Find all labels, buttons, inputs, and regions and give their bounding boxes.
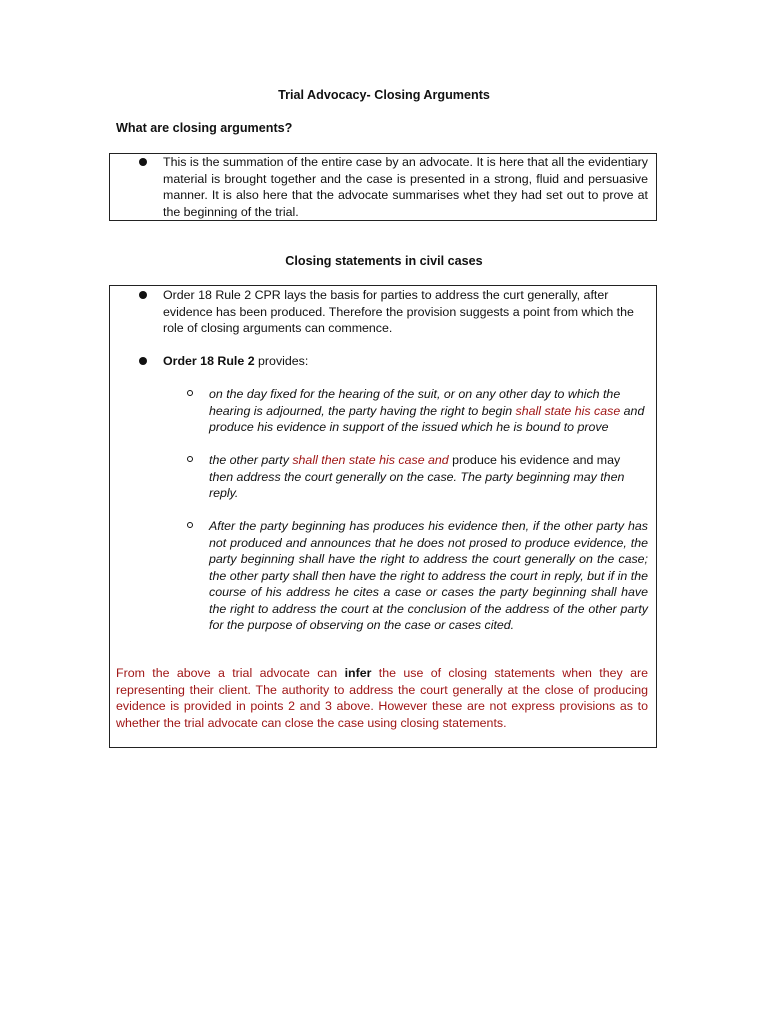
bullet-icon [139,291,147,299]
provision-quote-1 [209,386,648,436]
emphasis-infer: infer [344,666,372,680]
provision-quote-1-end: and produce his evidence in support of the issued which he is bound to prove [209,403,645,434]
order-provides-text [163,353,648,370]
emphasis-shall-state: shall state his case [515,403,621,418]
conclusion-paragraph [116,665,648,731]
order-basis-text: Order 18 Rule 2 CPR lays the basis for parties to address the curt generally, after evidence has been produced. Therefore the provision suggests a point from which the role of closing arguments can commence. [163,288,634,335]
provision-quote-1-start: on the day fixed for the hearing of the suit, or on any other day to which the hearing is adjourned, the party having the right to begin [209,387,621,418]
order-reference: Order 18 Rule 2 [163,354,255,368]
provision-quote-2-start: the other party [209,453,293,467]
bullet-icon [139,357,147,365]
section-heading-civil-cases: Closing statements in civil cases [285,254,483,268]
section-heading-closing-arguments: What are closing arguments? [116,121,293,135]
definition-text: This is the summation of the entire case by an advocate. It is here that all the evidentiary material is brought together and the case is presented in a strong, fluid and persuasive manner. It is also here that the advocate summarises whet they had set out to prove at the beginning of the trial. [163,155,648,219]
page-title: Trial Advocacy- Closing Arguments [278,88,490,102]
order-provides-suffix: provides: [254,354,309,368]
circle-bullet-icon [187,522,193,528]
provision-quote-2-end: then address the court generally on the case. The party beginning may then reply. [209,469,625,500]
emphasis-shall-then-state: shall then state his case and [292,453,449,467]
definition-box [109,153,657,221]
provision-quote-2-upright: produce his evidence and may [448,453,621,467]
provision-quote-2 [209,452,648,502]
conclusion-end: the use of closing statements when they are representing their client. The authority to address the court generally at the close of producing evidence is provided in points 2 and 3 above. However these are not express provisions as to whether the trial advocate can close the case using closing statements. [116,666,648,730]
conclusion-start: From the above a trial advocate can [116,666,345,680]
circle-bullet-icon [187,456,193,462]
bullet-icon [139,158,147,166]
circle-bullet-icon [187,390,193,396]
civil-cases-box [109,285,657,748]
provision-quote-3: After the party beginning has produces his evidence then, if the other party has not produced and announces that he does not prosed to produce evidence, the party beginning shall have the right to address the court generally on the case; the other party shall then have the right to address the court in reply, but if in the course of his address he cites a case or cases the party beginning shall have the right to address the court at the conclusion of the address of the other party for the purpose of observing on the case or cases cited. [209,519,648,632]
